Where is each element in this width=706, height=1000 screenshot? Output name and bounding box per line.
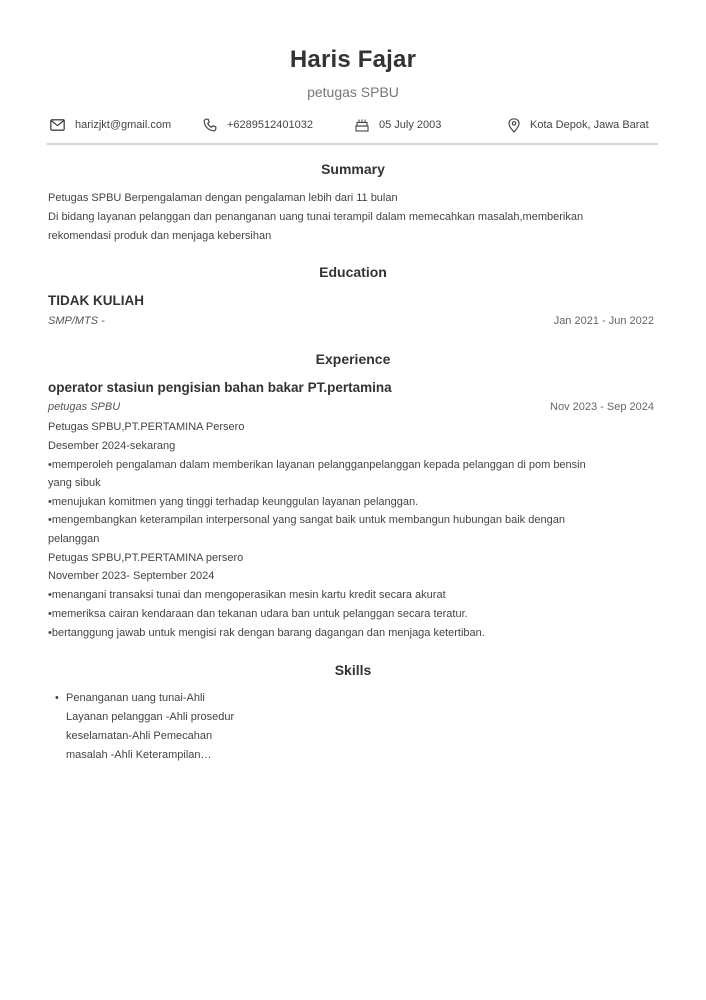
candidate-role: petugas SPBU [307, 84, 399, 100]
skill-bullet: • [55, 692, 59, 704]
contact-email [50, 116, 171, 134]
experience-dates: Nov 2023 - Sep 2024 [550, 401, 654, 413]
contact-phone [203, 116, 313, 134]
contact-birthdate [355, 116, 441, 134]
contact-location [508, 116, 649, 134]
summary-line: Di bidang layanan pelanggan dan penanganan uang tunai terampil dalam memecahkan masalah,memberikan [48, 211, 584, 223]
experience-line: pelanggan [48, 533, 100, 545]
experience-heading: Experience [315, 351, 391, 367]
experience-line: •menujukan komitmen yang tinggi terhadap keunggulan layanan pelanggan. [48, 496, 419, 508]
cake-icon [355, 118, 369, 132]
candidate-name: Haris Fajar [289, 46, 417, 73]
skill-line: Layanan pelanggan -Ahli prosedur [66, 711, 235, 723]
experience-organization: operator stasiun pengisian bahan bakar PT.pertamina [48, 380, 392, 395]
skills-heading: Skills [334, 662, 372, 678]
education-school: TIDAK KULIAH [48, 293, 144, 308]
experience-line: •bertanggung jawab untuk mengisi rak dengan barang dagangan dan menjaga ketertiban. [48, 627, 485, 639]
experience-line: Petugas SPBU,PT.PERTAMINA Persero [48, 421, 245, 433]
skill-line: masalah -Ahli Keterampilan… [66, 749, 212, 761]
experience-line: •menangani transaksi tunai dan mengoperasikan mesin kartu kredit secara akurat [48, 589, 446, 601]
summary-heading: Summary [321, 161, 385, 177]
experience-line: Desember 2024-sekarang [48, 440, 176, 452]
map-pin-icon [508, 118, 520, 133]
birthdate-text: 05 July 2003 [379, 119, 442, 131]
skill-line: keselamatan-Ahli Pemecahan [66, 730, 213, 742]
header-divider [47, 143, 658, 145]
experience-line: •mengembangkan keterampilan interpersonal yang sangat baik untuk membangun hubungan baik dengan [48, 514, 565, 526]
experience-line: •memeriksa cairan kendaraan dan tekanan udara ban untuk pelanggan secara teratur. [48, 608, 468, 620]
education-dates: Jan 2021 - Jun 2022 [553, 315, 654, 327]
envelope-icon [50, 119, 65, 131]
education-heading: Education [319, 264, 387, 280]
education-degree: SMP/MTS - [48, 315, 105, 327]
location-text: Kota Depok, Jawa Barat [530, 119, 649, 131]
experience-line: November 2023- September 2024 [48, 570, 215, 582]
experience-line: Petugas SPBU,PT.PERTAMINA persero [48, 552, 244, 564]
experience-line: yang sibuk [48, 477, 101, 489]
phone-text: +6289512401032 [227, 119, 313, 131]
phone-icon [203, 118, 217, 132]
skill-line: Penanganan uang tunai-Ahli [66, 692, 205, 704]
experience-position: petugas SPBU [48, 401, 121, 413]
summary-line: rekomendasi produk dan menjaga kebersihan [48, 230, 272, 242]
email-text: harizjkt@gmail.com [75, 119, 172, 131]
experience-line: •memperoleh pengalaman dalam memberikan layanan pelangganpelanggan kepada pelanggan di pom bensin [48, 459, 586, 471]
summary-line: Petugas SPBU Berpengalaman dengan pengalaman lebih dari 11 bulan [48, 192, 398, 204]
